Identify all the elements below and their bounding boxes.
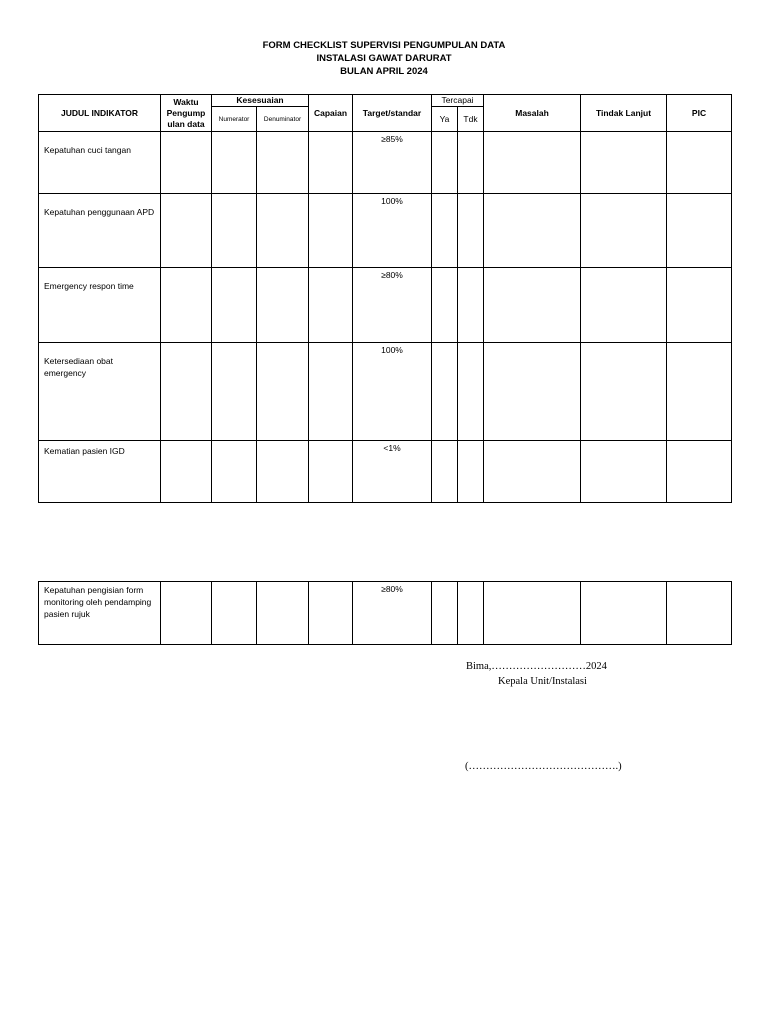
target-value: ≥80% xyxy=(353,268,432,343)
header-kesesuaian: Kesesuaian xyxy=(212,95,309,107)
target-value: ≥85% xyxy=(353,132,432,194)
header-tindak-lanjut: Tindak Lanjut xyxy=(581,95,667,132)
header-waktu-pengumpulan: Waktu Pengump ulan data xyxy=(161,95,212,132)
indicator-name: Kepatuhan pengisian form monitoring oleh pendamping pasien rujuk xyxy=(39,582,161,645)
table-row xyxy=(39,343,732,441)
target-value: ≥80% xyxy=(353,582,432,645)
table-row xyxy=(39,194,732,268)
signature-place-date: Bima,………………………2024 xyxy=(466,661,607,672)
indicator-name: Kepatuhan cuci tangan xyxy=(39,132,161,194)
checklist-table xyxy=(38,94,732,503)
signature-name-blank: (…………………………………….) xyxy=(465,761,622,772)
indicator-name: Emergency respon time xyxy=(39,268,161,343)
header-tercapai: Tercapai xyxy=(432,95,484,107)
form-title: FORM CHECKLIST SUPERVISI PENGUMPULAN DATA xyxy=(262,40,506,51)
header-denuminator: Denuminator xyxy=(257,107,309,132)
header-target-standar: Target/standar xyxy=(353,95,432,132)
target-value: 100% xyxy=(353,343,432,441)
header-judul-indikator: JUDUL INDIKATOR xyxy=(39,95,161,132)
target-value: 100% xyxy=(353,194,432,268)
form-subtitle-unit: INSTALASI GAWAT DARURAT xyxy=(316,53,452,64)
table-row xyxy=(39,582,732,645)
header-tdk: Tdk xyxy=(458,107,484,132)
indicator-name: Kepatuhan penggunaan APD xyxy=(39,194,161,268)
header-pic: PIC xyxy=(667,95,732,132)
header-numerator: Numerator xyxy=(212,107,257,132)
table-row xyxy=(39,441,732,503)
indicator-name: Ketersediaan obat emergency xyxy=(39,343,161,441)
signature-role: Kepala Unit/Instalasi xyxy=(498,676,587,687)
table-row xyxy=(39,132,732,194)
checklist-table-extra xyxy=(38,581,732,645)
indicator-name: Kematian pasien IGD xyxy=(39,441,161,503)
table-row xyxy=(39,268,732,343)
header-masalah: Masalah xyxy=(484,95,581,132)
form-subtitle-period: BULAN APRIL 2024 xyxy=(340,66,428,77)
target-value: <1% xyxy=(353,441,432,503)
header-capaian: Capaian xyxy=(309,95,353,132)
header-ya: Ya xyxy=(432,107,458,132)
